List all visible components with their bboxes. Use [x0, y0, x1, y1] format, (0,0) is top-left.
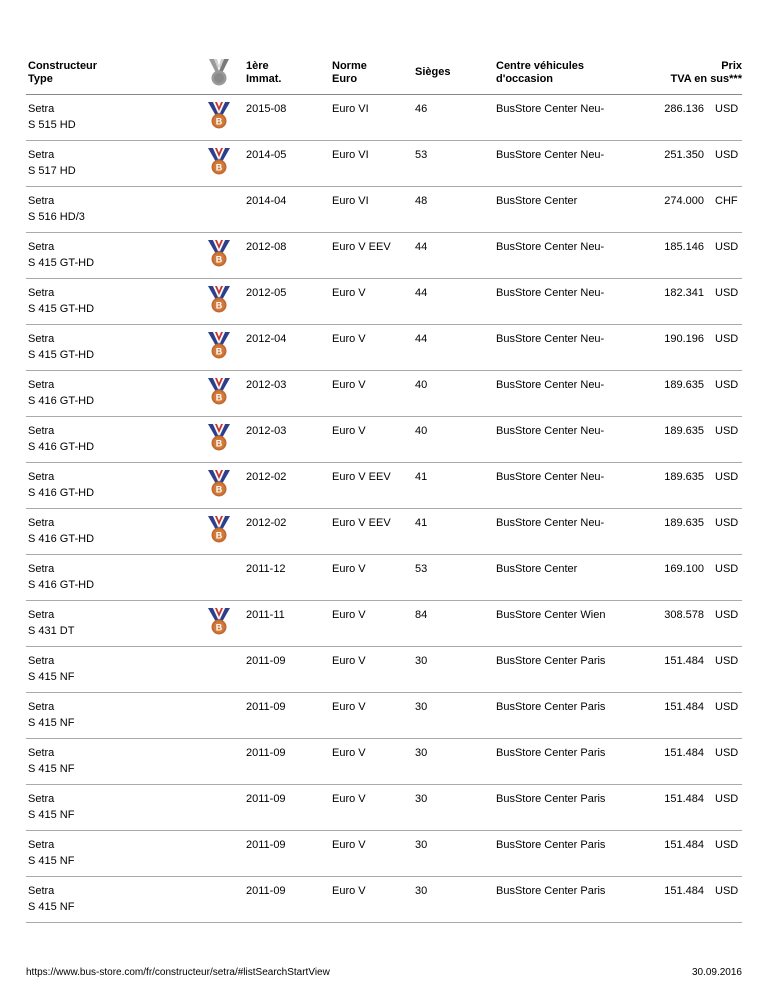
row-seats: 46	[415, 103, 428, 115]
row-seats: 41	[415, 471, 428, 483]
row-immat: 2012-05	[246, 287, 287, 299]
row-price: 189.635	[664, 517, 704, 529]
header-centre[interactable]	[496, 60, 584, 85]
row-euro: Euro V EEV	[332, 517, 391, 529]
row-type[interactable]: S 415 NF	[28, 809, 75, 821]
row-make: Setra	[28, 241, 55, 253]
row-currency: USD	[715, 379, 739, 391]
row-currency: USD	[715, 839, 739, 851]
row-price: 151.484	[664, 793, 704, 805]
svg-text:B: B	[215, 484, 223, 495]
row-euro: Euro V	[332, 793, 366, 805]
table-row[interactable]	[26, 187, 742, 233]
row-make: Setra	[28, 287, 55, 299]
table-body	[26, 95, 742, 923]
row-centre: BusStore Center Neu-	[496, 149, 605, 161]
row-type[interactable]: S 517 HD	[28, 165, 76, 177]
table-row[interactable]	[26, 141, 742, 187]
row-immat: 2014-04	[246, 195, 287, 207]
silver-medal-icon	[206, 58, 232, 88]
row-euro: Euro V	[332, 885, 366, 897]
row-currency: CHF	[715, 195, 738, 207]
row-euro: Euro V	[332, 747, 366, 759]
row-price: 308.578	[664, 609, 704, 621]
bronze-medal-icon	[206, 285, 232, 315]
row-immat: 2011-09	[246, 885, 286, 897]
row-seats: 40	[415, 425, 428, 437]
row-centre: BusStore Center Neu-	[496, 241, 605, 253]
svg-text:B: B	[215, 622, 223, 633]
row-immat: 2012-04	[246, 333, 287, 345]
row-seats: 40	[415, 379, 428, 391]
row-make: Setra	[28, 333, 55, 345]
row-immat: 2012-02	[246, 517, 287, 529]
row-make: Setra	[28, 839, 55, 851]
row-make: Setra	[28, 195, 55, 207]
row-make: Setra	[28, 149, 55, 161]
table-row[interactable]	[26, 693, 742, 739]
svg-text:B: B	[215, 346, 223, 357]
header-norme-line1: Norme	[332, 60, 367, 72]
row-centre: BusStore Center Wien	[496, 609, 606, 621]
header-immat[interactable]	[246, 60, 281, 85]
row-currency: USD	[715, 103, 739, 115]
table-row[interactable]	[26, 95, 742, 141]
row-immat: 2012-03	[246, 379, 287, 391]
row-seats: 44	[415, 333, 428, 345]
row-centre: BusStore Center	[496, 563, 578, 575]
row-euro: Euro V	[332, 701, 366, 713]
table-row[interactable]	[26, 279, 742, 325]
row-make: Setra	[28, 103, 55, 115]
bronze-medal-icon	[206, 515, 232, 545]
row-make: Setra	[28, 379, 55, 391]
svg-text:B: B	[215, 438, 223, 449]
row-type[interactable]: S 431 DT	[28, 625, 75, 637]
row-type[interactable]: S 516 HD/3	[28, 211, 85, 223]
row-euro: Euro V	[332, 425, 366, 437]
row-centre: BusStore Center	[496, 195, 578, 207]
row-seats: 30	[415, 885, 428, 897]
row-seats: 53	[415, 563, 428, 575]
row-seats: 44	[415, 241, 428, 253]
row-make: Setra	[28, 471, 55, 483]
svg-text:B: B	[215, 392, 223, 403]
row-immat: 2015-08	[246, 103, 287, 115]
row-immat: 2012-03	[246, 425, 287, 437]
row-price: 286.136	[664, 103, 704, 115]
table-row[interactable]	[26, 785, 742, 831]
row-price: 182.341	[664, 287, 704, 299]
row-make: Setra	[28, 563, 55, 575]
row-seats: 53	[415, 149, 428, 161]
row-centre: BusStore Center Neu-	[496, 471, 605, 483]
row-euro: Euro V EEV	[332, 471, 391, 483]
header-norme[interactable]	[332, 60, 367, 85]
row-euro: Euro V	[332, 839, 366, 851]
header-immat-line2: Immat.	[246, 72, 282, 85]
row-price: 169.100	[664, 563, 704, 575]
row-immat: 2014-05	[246, 149, 287, 161]
row-seats: 48	[415, 195, 428, 207]
header-norme-line2: Euro	[332, 72, 358, 85]
row-centre: BusStore Center Neu-	[496, 103, 605, 115]
row-make: Setra	[28, 747, 55, 759]
row-type[interactable]: S 415 GT-HD	[28, 303, 95, 315]
row-currency: USD	[715, 609, 739, 621]
bronze-medal-icon	[206, 469, 232, 499]
row-centre: BusStore Center Paris	[496, 701, 606, 713]
svg-text:B: B	[215, 162, 223, 173]
row-price: 189.635	[664, 425, 704, 437]
row-centre: BusStore Center Paris	[496, 793, 606, 805]
svg-text:B: B	[215, 254, 223, 265]
row-make: Setra	[28, 793, 55, 805]
row-seats: 30	[415, 701, 428, 713]
row-immat: 2011-09	[246, 655, 286, 667]
row-make: Setra	[28, 425, 55, 437]
row-make: Setra	[28, 517, 55, 529]
table-row[interactable]	[26, 739, 742, 785]
footer-date: 30.09.2016	[691, 967, 742, 978]
table-row[interactable]	[26, 463, 742, 509]
row-type[interactable]: S 415 GT-HD	[28, 257, 95, 269]
row-price: 151.484	[664, 885, 704, 897]
row-make: Setra	[28, 609, 55, 621]
row-currency: USD	[715, 747, 739, 759]
row-type[interactable]: S 415 GT-HD	[28, 349, 95, 361]
row-type[interactable]: S 416 GT-HD	[28, 441, 95, 453]
row-seats: 44	[415, 287, 428, 299]
row-type[interactable]: S 415 NF	[28, 901, 75, 913]
bronze-medal-icon	[206, 147, 232, 177]
table-row[interactable]	[26, 647, 742, 693]
table-row[interactable]	[26, 509, 742, 555]
row-price: 189.635	[664, 379, 704, 391]
row-price: 151.484	[664, 655, 704, 667]
table-row[interactable]	[26, 325, 742, 371]
row-immat: 2012-08	[246, 241, 287, 253]
row-currency: USD	[715, 655, 739, 667]
row-euro: Euro VI	[332, 195, 369, 207]
header-prix-line2: TVA en sus***	[670, 72, 742, 85]
row-price: 151.484	[664, 839, 704, 851]
row-immat: 2011-09	[246, 701, 286, 713]
row-centre: BusStore Center Neu-	[496, 287, 605, 299]
row-euro: Euro VI	[332, 103, 369, 115]
table-header	[26, 44, 742, 95]
row-immat: 2011-09	[246, 839, 286, 851]
table-row[interactable]	[26, 417, 742, 463]
table-row[interactable]	[26, 601, 742, 647]
row-euro: Euro V	[332, 333, 366, 345]
row-centre: BusStore Center Paris	[496, 747, 606, 759]
row-currency: USD	[715, 517, 739, 529]
row-type[interactable]: S 415 NF	[28, 763, 75, 775]
row-price: 274.000	[664, 195, 704, 207]
row-euro: Euro V	[332, 655, 366, 667]
row-seats: 30	[415, 793, 428, 805]
header-prix[interactable]	[622, 60, 742, 85]
header-centre-line2: d'occasion	[496, 72, 554, 85]
bronze-medal-icon	[206, 423, 232, 453]
row-euro: Euro V EEV	[332, 241, 391, 253]
header-sieges[interactable]: Sièges	[415, 66, 451, 78]
row-price: 151.484	[664, 747, 704, 759]
row-type[interactable]: S 415 NF	[28, 717, 75, 729]
row-price: 151.484	[664, 701, 704, 713]
row-euro: Euro VI	[332, 149, 369, 161]
row-price: 251.350	[664, 149, 704, 161]
table-row[interactable]	[26, 831, 742, 877]
header-constructeur-type[interactable]	[28, 60, 97, 85]
row-currency: USD	[715, 241, 739, 253]
row-immat: 2011-11	[246, 609, 285, 621]
header-constructeur-label: Constructeur	[28, 60, 98, 72]
row-type[interactable]: S 416 GT-HD	[28, 533, 95, 545]
row-centre: BusStore Center Paris	[496, 839, 606, 851]
bronze-medal-icon	[206, 101, 232, 131]
row-make: Setra	[28, 701, 55, 713]
row-centre: BusStore Center Neu-	[496, 379, 605, 391]
row-type[interactable]: S 415 NF	[28, 855, 75, 867]
row-price: 185.146	[664, 241, 704, 253]
row-make: Setra	[28, 655, 55, 667]
row-type[interactable]: S 416 GT-HD	[28, 395, 95, 407]
table-row[interactable]	[26, 233, 742, 279]
table-row[interactable]	[26, 877, 742, 923]
row-currency: USD	[715, 701, 739, 713]
row-currency: USD	[715, 149, 739, 161]
row-type[interactable]: S 415 NF	[28, 671, 75, 683]
row-seats: 84	[415, 609, 428, 621]
row-currency: USD	[715, 425, 739, 437]
row-currency: USD	[715, 333, 739, 345]
svg-text:B: B	[215, 530, 223, 541]
header-type-label: Type	[28, 72, 53, 85]
row-euro: Euro V	[332, 563, 366, 575]
bronze-medal-icon	[206, 377, 232, 407]
header-immat-line1: 1ère	[246, 60, 269, 72]
table-row[interactable]	[26, 371, 742, 417]
row-make: Setra	[28, 885, 55, 897]
svg-text:B: B	[215, 116, 223, 127]
row-seats: 30	[415, 839, 428, 851]
row-currency: USD	[715, 471, 739, 483]
footer-url: https://www.bus-store.com/fr/constructeur/setra/#listSearchStartView	[26, 967, 330, 978]
row-price: 189.635	[664, 471, 704, 483]
row-price: 190.196	[664, 333, 704, 345]
row-euro: Euro V	[332, 287, 366, 299]
row-immat: 2012-02	[246, 471, 287, 483]
vehicle-table	[26, 44, 742, 923]
row-euro: Euro V	[332, 609, 366, 621]
svg-text:B: B	[215, 300, 223, 311]
row-type[interactable]: S 416 GT-HD	[28, 487, 95, 499]
row-currency: USD	[715, 287, 739, 299]
bronze-medal-icon	[206, 239, 232, 269]
row-type[interactable]: S 515 HD	[28, 119, 76, 131]
row-currency: USD	[715, 793, 739, 805]
row-seats: 30	[415, 747, 428, 759]
row-centre: BusStore Center Neu-	[496, 333, 605, 345]
row-immat: 2011-09	[246, 793, 286, 805]
row-immat: 2011-12	[246, 563, 286, 575]
row-immat: 2011-09	[246, 747, 286, 759]
row-centre: BusStore Center Paris	[496, 655, 606, 667]
row-centre: BusStore Center Neu-	[496, 517, 605, 529]
row-currency: USD	[715, 885, 739, 897]
table-row[interactable]	[26, 555, 742, 601]
row-centre: BusStore Center Paris	[496, 885, 606, 897]
row-euro: Euro V	[332, 379, 366, 391]
header-centre-line1: Centre véhicules	[496, 60, 585, 72]
row-currency: USD	[715, 563, 739, 575]
row-seats: 41	[415, 517, 428, 529]
row-seats: 30	[415, 655, 428, 667]
bronze-medal-icon	[206, 331, 232, 361]
row-centre: BusStore Center Neu-	[496, 425, 605, 437]
bronze-medal-icon	[206, 607, 232, 637]
row-type[interactable]: S 416 GT-HD	[28, 579, 95, 591]
header-prix-line1: Prix	[721, 60, 742, 72]
